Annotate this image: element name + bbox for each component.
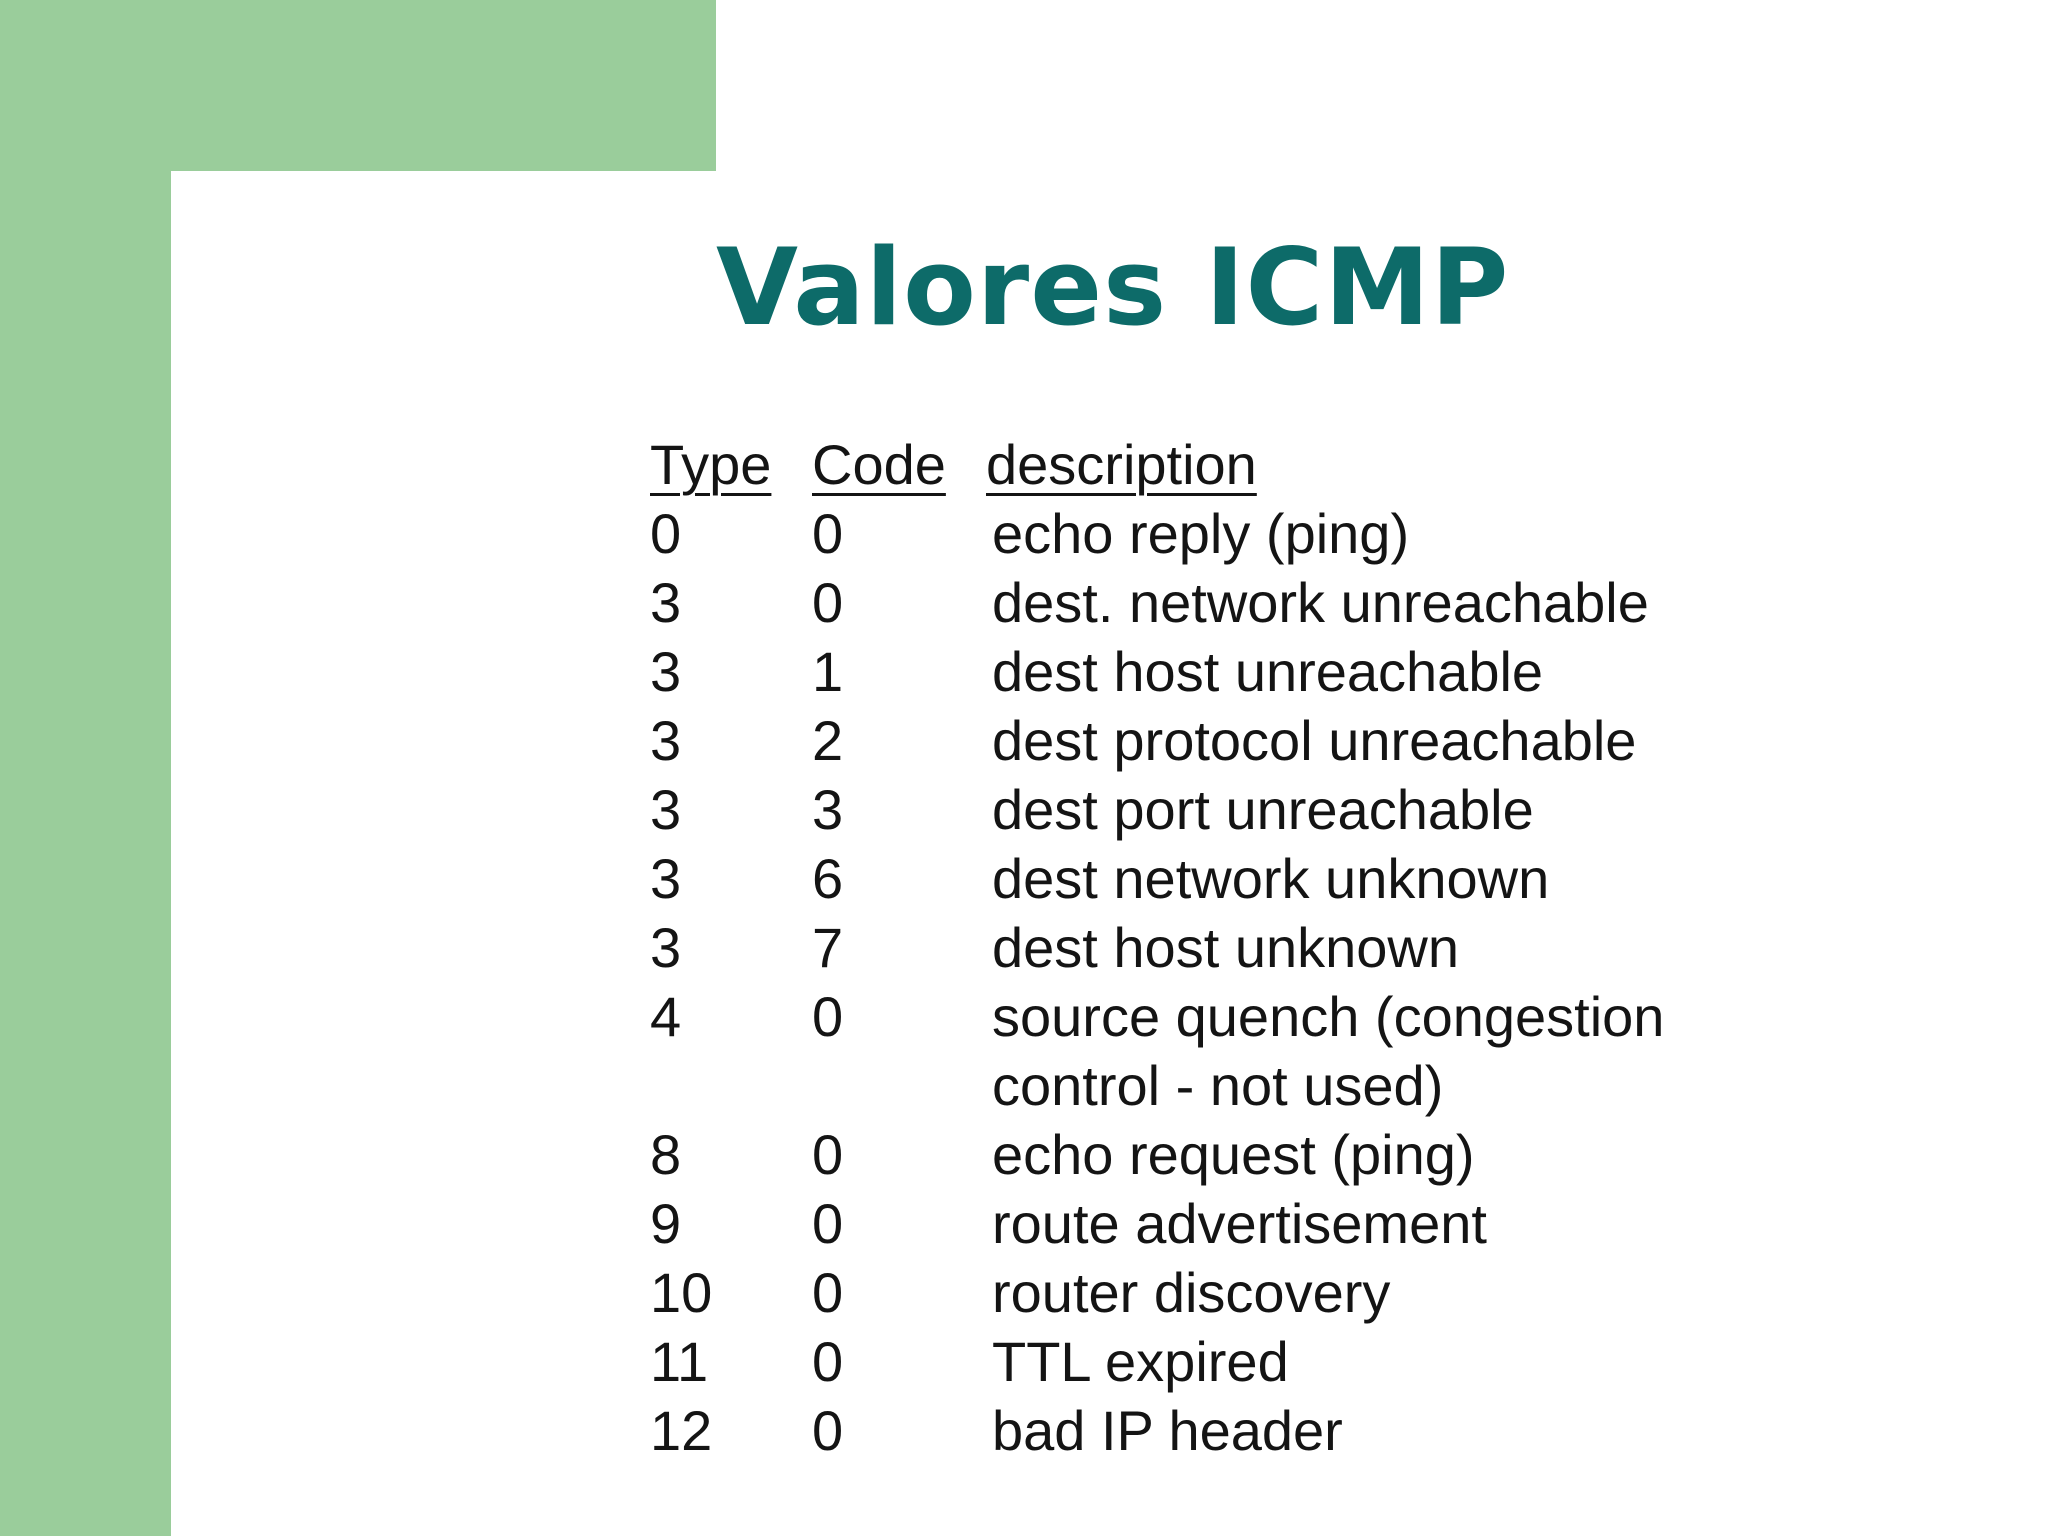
type-cell: 3 [650,778,682,841]
description-line-2: control - not used) [992,1054,1444,1117]
code-cell: 3 [812,778,844,841]
description-cell: bad IP header [992,1399,1343,1462]
type-cell: 8 [650,1123,682,1186]
code-cell: 6 [812,847,844,910]
code-cell: 0 [812,502,844,565]
description-cell: dest port unreachable [992,778,1534,841]
description-cell: echo request (ping) [992,1123,1475,1186]
type-cell: 9 [650,1192,682,1255]
code-cell: 2 [812,709,844,772]
type-cell: 4 [650,985,682,1048]
type-cell: 3 [650,847,682,910]
code-cell: 0 [812,1399,844,1462]
description-cell [992,982,1664,1120]
header-description: description [986,433,1257,496]
description-cell: route advertisement [992,1192,1487,1255]
description-cell: dest protocol unreachable [992,709,1637,772]
code-cell: 7 [812,916,844,979]
type-cell: 0 [650,502,682,565]
code-cell: 0 [812,1192,844,1255]
slide-title: Valores ICMP [716,226,1510,349]
green-top-band [0,0,716,171]
type-cell: 3 [650,709,682,772]
type-cell: 11 [650,1330,709,1393]
code-cell: 0 [812,1123,844,1186]
description-cell: dest host unknown [992,916,1459,979]
code-cell: 0 [812,985,844,1048]
description-cell: router discovery [992,1261,1391,1324]
header-type: Type [650,433,772,496]
description-cell: dest. network unreachable [992,571,1649,634]
description-cell: dest host unreachable [992,640,1544,703]
green-side-band [0,0,171,1536]
description-cell: TTL expired [992,1330,1289,1393]
code-cell: 0 [812,1330,844,1393]
description-line-1: source quench (congestion [992,985,1665,1048]
code-cell: 0 [812,1261,844,1324]
description-cell: echo reply (ping) [992,502,1410,565]
header-code: Code [812,433,946,496]
type-cell: 3 [650,916,682,979]
type-cell: 3 [650,571,682,634]
type-cell: 10 [650,1261,713,1324]
description-cell: dest network unknown [992,847,1550,910]
type-cell: 12 [650,1399,713,1462]
code-cell: 0 [812,571,844,634]
type-cell: 3 [650,640,682,703]
code-cell: 1 [812,640,844,703]
